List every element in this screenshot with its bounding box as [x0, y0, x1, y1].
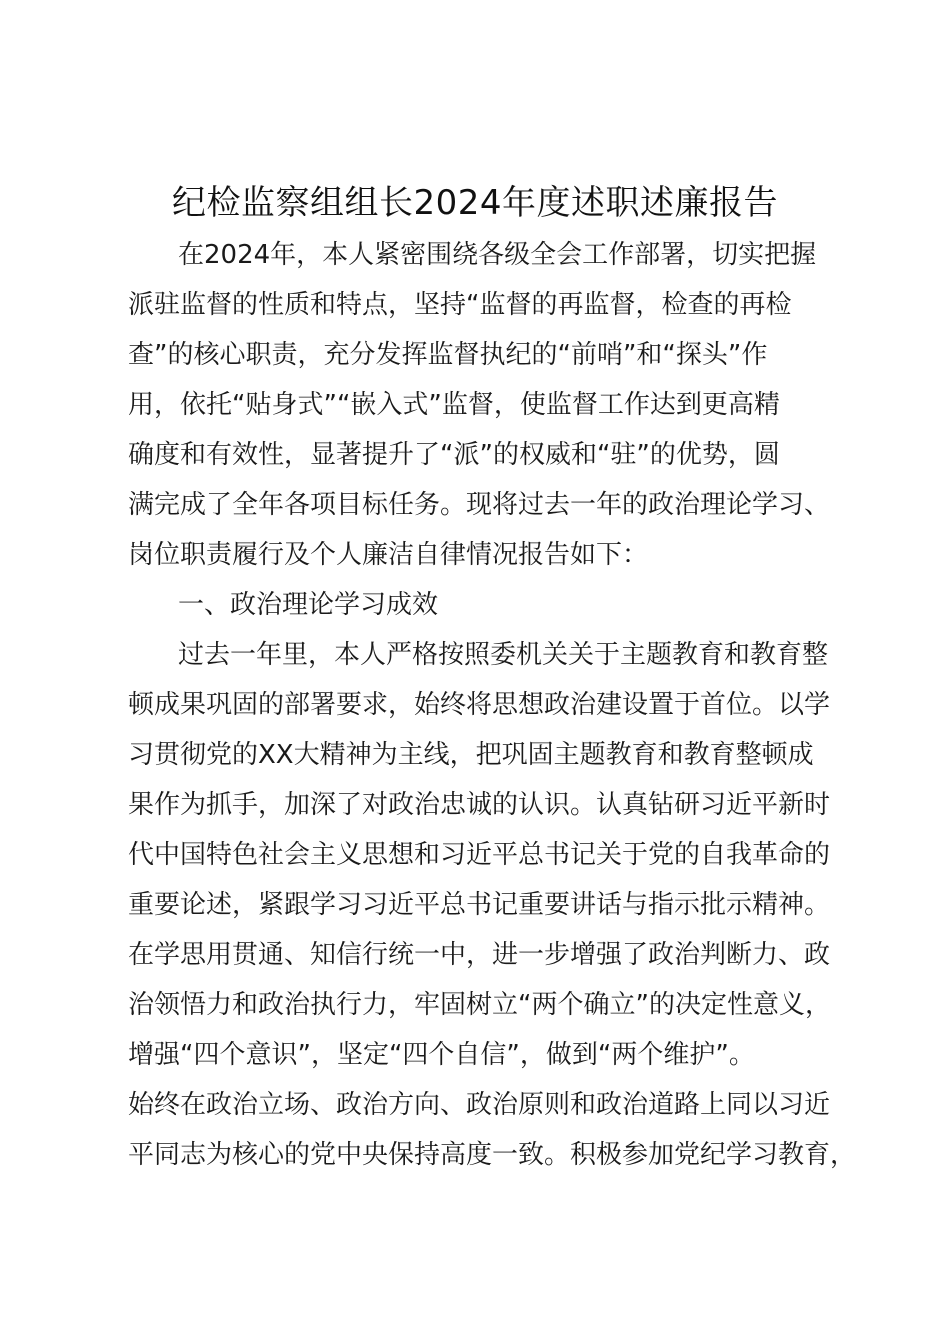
paragraph-line: 派驻监督的性质和特点，坚持“监督的再监督，检查的再检 — [128, 290, 792, 320]
paragraph-line: 顿成果巩固的部署要求，始终将思想政治建设置于首位。以学 — [128, 690, 831, 720]
paragraph-line: 平同志为核心的党中央保持高度一致。积极参加党纪学习教育， — [128, 1140, 857, 1170]
paragraph-line: 满完成了全年各项目标任务。现将过去一年的政治理论学习、 — [128, 490, 831, 520]
paragraph-line: 始终在政治立场、政治方向、政治原则和政治道路上同以习近 — [128, 1090, 831, 1120]
paragraph-line: 在2024年，本人紧密围绕各级全会工作部署，切实把握 — [178, 240, 817, 270]
paragraph-line: 习贯彻党的XX大精神为主线，把巩固主题教育和教育整顿成 — [128, 740, 814, 770]
section-heading: 一、政治理论学习成效 — [178, 590, 439, 620]
paragraph-line: 确度和有效性，显著提升了“派”的权威和“驻”的优势，圆 — [128, 440, 780, 470]
paragraph-line: 查”的核心职责，充分发挥监督执纪的“前哨”和“探头”作 — [128, 340, 768, 370]
paragraph-line: 重要论述，紧跟学习习近平总书记重要讲话与指示批示精神。 — [128, 890, 831, 920]
paragraph-line: 代中国特色社会主义思想和习近平总书记关于党的自我革命的 — [128, 840, 831, 870]
paragraph-line: 增强“四个意识”，坚定“四个自信”，做到“两个维护”。 — [128, 1040, 755, 1070]
paragraph-line: 治领悟力和政治执行力，牢固树立“两个确立”的决定性意义， — [128, 990, 831, 1020]
document-title: 纪检监察组组长2024年度述职述廉报告 — [171, 183, 779, 223]
paragraph-line: 果作为抓手，加深了对政治忠诚的认识。认真钻研习近平新时 — [128, 790, 831, 820]
paragraph-line: 过去一年里，本人严格按照委机关关于主题教育和教育整 — [178, 640, 829, 670]
paragraph-line: 在学思用贯通、知信行统一中，进一步增强了政治判断力、政 — [128, 940, 831, 970]
paragraph-line: 用，依托“贴身式”“嵌入式”监督，使监督工作达到更高精 — [128, 390, 780, 420]
paragraph-line: 岗位职责履行及个人廉洁自律情况报告如下： — [128, 540, 649, 570]
